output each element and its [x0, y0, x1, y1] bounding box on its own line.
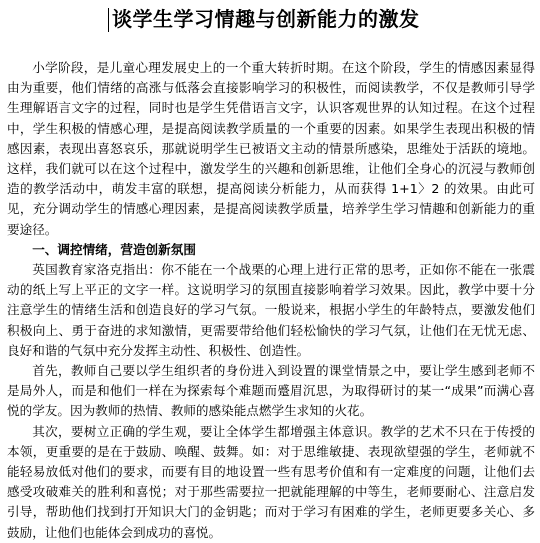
section-paragraph: 首先，教师自己要以学生组织者的身份进入到设置的课堂情景之中，要让学生感到老师不是局外人，而是和他们一样在为探索每个难题而蹙眉沉思，为取得研讨的某一“成果”而满心喜悦的学友。因为教师的热情、教师的感染能点燃学生求知的火花。	[7, 363, 535, 419]
text-cursor	[108, 8, 109, 32]
section-paragraph: 其次，要树立正确的学生观，要让全体学生都增强主体意识。教学的艺术不只在于传授的本领，更重要的是在于鼓励、唤醒、鼓舞。如：对于思维敏捷、表现欲望强的学生，老师就不能轻易放低对他们的要求，而要有目的地设置一些有思考价值和有一定难度的问题，让他们去感受攻破难关的胜利和喜悦；对于那些需要拉一把就能理解的中等生，老师要耐心、注意启发引导，帮助他们找到打开知识大门的金钥匙；而对于学习有困难的学生，老师更要多关心、多鼓励，让他们也能体会到成功的喜悦。	[7, 423, 535, 540]
document-body	[7, 58, 535, 543]
section-paragraph: 英国教育家洛克指出：你不能在一个战栗的心理上进行正常的思考，正如你不能在一张震动的纸上写上平正的文字一样。这说明学习的氛围直接影响着学习效果。因此，教学中要十分注意学生的情绪生活和创造良好的学习气氛。一般说来，根据小学生的年龄特点，要激发他们积极向上、勇于奋进的求知激情，更需要带给他们轻松愉快的学习气氛，让他们在无忧无虑、良好和谐的气氛中充分发挥主动性、积极性、创造性。	[7, 262, 535, 358]
intro-paragraph: 小学阶段，是儿童心理发展史上的一个重大转折时期。在这个阶段，学生的情感因素显得由为重要，他们情绪的高涨与低落会直接影响学习的积极性，而阅读教学，不仅是教师引导学生理解语言文字的过程，同时也是学生凭借语言文字，认识客观世界的认知过程。在这个过程中，学生积极的情感心理，是提高阅读教学质量的一个重要的因素。如果学生表现出积极的情感因素，表现出喜怒哀乐，那就说明学生已被语文主动的情景所感染，思维处于活跃的境地。这样，我们就可以在这个过程中，激发学生的兴趣和创新思维，让他们全身心的沉浸与教师创造的教学活动中，萌发丰富的联想，提高阅读分析能力，从而获得 1+1〉2 的效果。由此可见，充分调动学生的情感心理因素，是提高阅读教学质量，培养学生学习情趣和创新能力的重要途径。	[7, 60, 535, 237]
document-title: 谈学生学习情趣与创新能力的激发	[112, 7, 420, 31]
section-heading: 一、调控情绪，营造创新氛围	[32, 241, 196, 257]
